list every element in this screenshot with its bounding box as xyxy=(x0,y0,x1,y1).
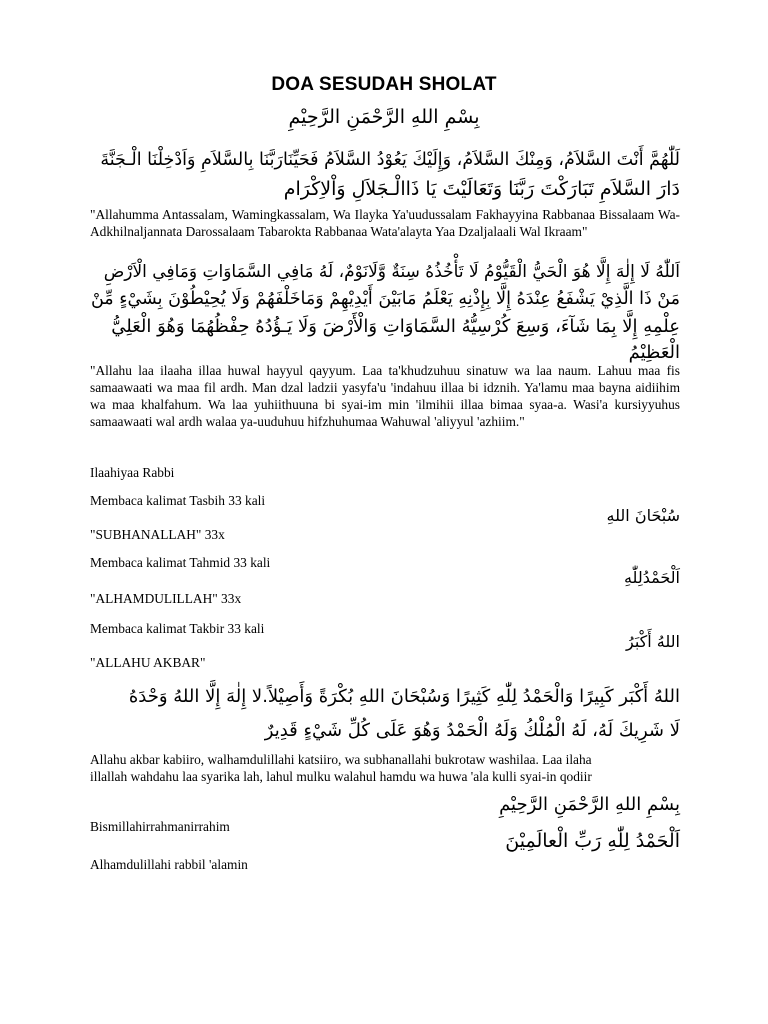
alhamdulillah-latin: Alhamdulillahi rabbil 'alamin xyxy=(90,857,248,872)
basmalah-top: بِسْمِ اللهِ الرَّحْمَنِ الرَّحِيْمِ xyxy=(288,106,480,128)
takbir-latin: "ALLAHU AKBAR" xyxy=(90,655,206,670)
tahmid-arabic: اَلْحَمْدُلِلّٰهِ xyxy=(623,568,680,587)
tasbih-arabic: سُبْحَانَ اللهِ xyxy=(606,506,680,525)
doa1-arabic-line1: لَلّٰهُمَّ أَنْتَ السَّلاَمُ، وَمِنْكَ السَّلاَمُ، وَإِلَيْكَ يَعُوْدُ السَّلاَمُ فَحَيِّنَارَبَّنَا بِالسَّلاَمِ وَاَدْخِلْنَا الْـجَنَّةَ xyxy=(100,150,680,170)
ayat-kursi-arabic-line4: الْعَظِيْمُ xyxy=(628,342,680,363)
tasbih-latin: "SUBHANALLAH" 33x xyxy=(90,527,225,542)
ayat-kursi-latin: "Allahu laa ilaaha illaa huwal hayyul qayyum. Laa ta'khudzuhuu sinatuw wa laa naum. Lahuu maa fis samaawaati wa maa fil ardh. Man dzal ladzii yasyfa'u 'indahuu illaa bi idznih. Ya'lamu maa bayna aidiihim wa maa khalfahum. Wa laa yuhiithuuna bi syai-im min 'ilmihii illaa bimaa syaa-a. Wasi'a kursiyyuhus samaawaati wal ardh walaa ya-uuduhuu hifzhuhumaa Wahuwal 'aliyyul 'azhiim." xyxy=(90,363,680,429)
doa1-arabic-line2: دَارَ السَّلاَمِ تَبَارَكْتَ رَبَّنَا وَتَعَالَيْتَ يَا ذَاالْـجَلاَلِ وَاْلاِكْرَام xyxy=(283,178,680,200)
ayat-kursi-arabic-line3: عِلْمِهِ إِلَّا بِمَا شَآءَ، وَسِعَ كُرْسِيُّهُ السَّمَاوَاتِ وَالْأَرْضَ وَلَا يَـؤُدُهُ حِفْظُهُمَا وَهُوَ الْعَلِيُّ xyxy=(111,316,680,337)
tasbih-instruction: Membaca kalimat Tasbih 33 kali xyxy=(90,493,266,508)
ayat-kursi-arabic-line2: مَنْ ذَا الَّذِيْ يَشْفَعُ عِنْدَهُ إِلَّا بِإِذْنِهِ يَعْلَمُ مَابَيْنَ أَيْدِيْهِمْ وَمَاخَلْفَهُمْ وَلَا يُحِيْطُوْنَ بِشَيْءٍ مِّنْ xyxy=(90,289,680,309)
tahmid-instruction: Membaca kalimat Tahmid 33 kali xyxy=(90,555,271,570)
basmalah-bottom-latin: Bismillahirrahmanirrahim xyxy=(90,819,230,834)
alhamdulillah-arabic: اَلْحَمْدُ لِلّٰهِ رَبِّ الْعالَمِيْنَ xyxy=(505,830,680,852)
ayat-kursi-arabic-line1: اَللّٰهُ لَا إِلٰهَ إِلَّا هُوَ الْحَيُّ الْقَيُّوْمُ لَا تَأْخُذُهُ سِنَةٌ وَّلَانَوْمٌ، لَهُ مَافِي السَّمَاوَاتِ وَمَافِي الْاَرْضِ xyxy=(103,262,680,282)
tahmid-latin: "ALHAMDULILLAH" 33x xyxy=(90,591,242,606)
takbir-instruction: Membaca kalimat Takbir 33 kali xyxy=(90,621,265,636)
takbir-arabic: اللهُ أَكْبَرُ xyxy=(626,632,680,651)
doa1-latin: "Allahumma Antassalam, Wamingkassalam, Wa Ilayka Ya'uudussalam Fakhayyina Rabbanaa Bissalaam Wa-Adkhilnaljannata Darossalaam Tabarokta Rabbanaa Wata'alayta Yaa Dzaljalaali Wal Ikraam" xyxy=(90,207,680,239)
tahlil-arabic-line1: اللهُ أَكْبَر كَبِيرًا وَالْحَمْدُ لِلّٰهِ كَثِيرًا وَسُبْحَانَ اللهِ بُكْرَةً وَأَصِيْلاً.لا إِلٰهَ إِلَّا اللهُ وَحْدَهُ xyxy=(128,686,680,707)
tahlil-latin-line2: illallah wahdahu laa syarika lah, lahul mulku walahul hamdu wa huwa 'ala kulli syai-in qodiir xyxy=(90,769,592,784)
tahlil-latin-line1: Allahu akbar kabiiro, walhamdulillahi katsiiro, wa subhanallahi bukrotaw washilaa. Laa ilaha xyxy=(90,752,592,767)
ilaahiyaa-rabbi: Ilaahiyaa Rabbi xyxy=(90,465,175,480)
page-title: DOA SESUDAH SHOLAT xyxy=(271,74,497,95)
tahlil-arabic-line2: لَا شَرِيكَ لَهُ، لَهُ الْمُلْكُ وَلَهُ الْحَمْدُ وَهُوَ عَلَى كُلِّ شَيْءٍ قَدِيرٌ xyxy=(264,720,680,741)
basmalah-bottom-arabic: بِسْمِ اللهِ الرَّحْمَنِ الرَّحِيْمِ xyxy=(499,794,680,815)
